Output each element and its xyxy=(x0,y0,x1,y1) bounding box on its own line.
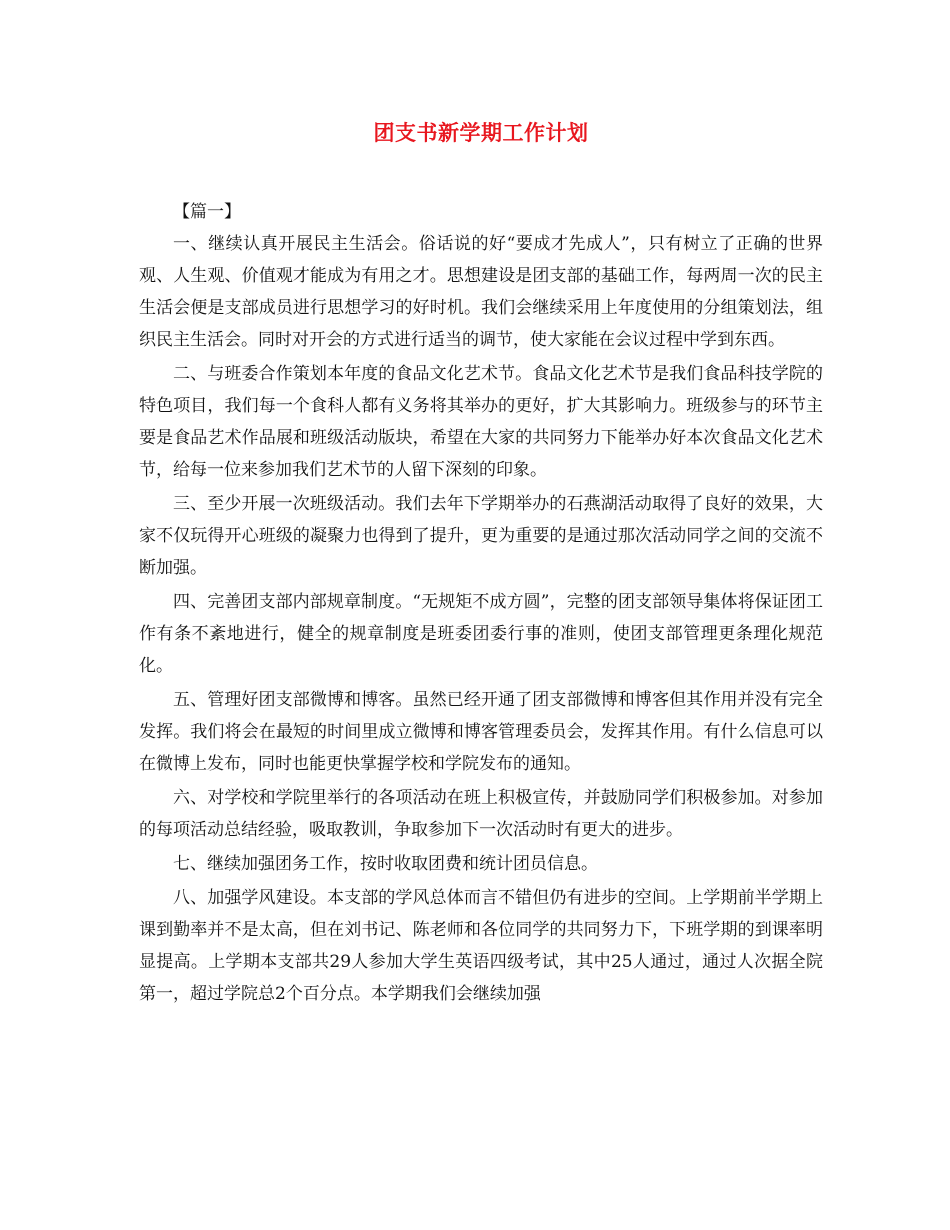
paragraph-2: 二、与班委合作策划本年度的食品文化艺术节。食品文化艺术节是我们食品科技学院的特色项目，我们每一个食科人都有义务将其举办的更好，扩大其影响力。班级参与的环节主要是食品艺术作品展和班级活动版块，希望在大家的共同努力下能举办好本次食品文化艺术节，给每一位来参加我们艺术节的人留下深刻的印象。 xyxy=(139,364,823,480)
paragraph-4: 四、完善团支部内部规章制度。“无规矩不成方圆”，完整的团支部领导集体将保证团工作有条不紊地进行，健全的规章制度是班委团委行事的准则，使团支部管理更条理化规范化。 xyxy=(139,592,823,676)
document-title: 团支书新学期工作计划 xyxy=(373,120,589,145)
paragraph-8: 八、加强学风建设。本支部的学风总体而言不错但仍有进步的空间。上学期前半学期上课到勤率并不是太高，但在刘书记、陈老师和各位同学的共同努力下，下班学期的到课率明显提高。上学期本支部共29人参加大学生英语四级考试，其中25人通过，通过人次据全院第一，超过学院总2个百分点。本学期我们会继续加强 xyxy=(139,888,823,1004)
paragraph-5: 五、管理好团支部微博和博客。虽然已经开通了团支部微博和博客但其作用并没有完全发挥。我们将会在最短的时间里成立微博和博客管理委员会，发挥其作用。有什么信息可以在微博上发布，同时也能更快掌握学校和学院发布的通知。 xyxy=(139,690,823,774)
paragraph-6: 六、对学校和学院里举行的各项活动在班上积极宣传，并鼓励同学们积极参加。对参加的每项活动总结经验，吸取教训，争取参加下一次活动时有更大的进步。 xyxy=(139,788,823,840)
paragraph-7: 七、继续加强团务工作，按时收取团费和统计团员信息。 xyxy=(173,854,598,874)
paragraph-3: 三、至少开展一次班级活动。我们去年下学期举办的石燕湖活动取得了良好的效果，大家不仅玩得开心班级的凝聚力也得到了提升，更为重要的是通过那次活动同学之间的交流不断加强。 xyxy=(139,494,823,578)
paragraph-1: 一、继续认真开展民主生活会。俗话说的好“要成才先成人”，只有树立了正确的世界观、人生观、价值观才能成为有用之才。思想建设是团支部的基础工作，每两周一次的民主生活会便是支部成员进行思想学习的好时机。我们会继续采用上年度使用的分组策划法，组织民主生活会。同时对开会的方式进行适当的调节，使大家能在会议过程中学到东西。 xyxy=(139,234,823,350)
section-label: 【篇一】 xyxy=(173,202,241,222)
